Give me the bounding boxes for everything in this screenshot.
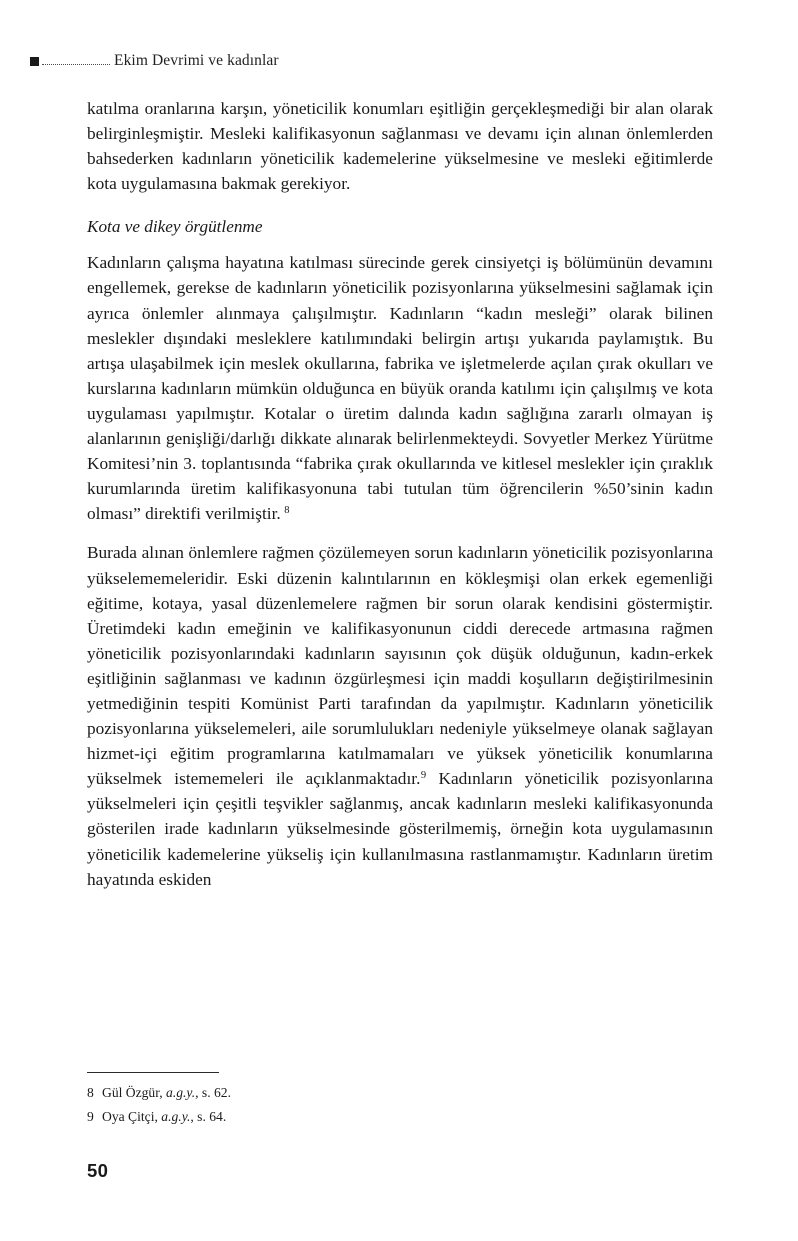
- footnote-locator: , s. 64.: [190, 1109, 227, 1124]
- footnote-author: Gül Özgür,: [102, 1085, 163, 1100]
- footnote-marker-8[interactable]: 8: [284, 504, 290, 516]
- black-square-bullet-icon: [30, 57, 39, 66]
- page-number: 50: [87, 1160, 109, 1181]
- running-header-title: Ekim Devrimi ve kadınlar: [114, 52, 279, 70]
- footnote-author: Oya Çitçi,: [102, 1109, 158, 1124]
- body-paragraph-1: katılma oranlarına karşın, yöneticilik konumları eşitliğin gerçekleşmediği bir alan olarak belirginleşmiştir. Mesleki kalifikasyonun sağlanması ve devamı için alınan önlemlerden bahsederken kadınların yöneticilik kademelerine yükselmesine ve mesleki eğitimlerde kota uygulamasına bakmak gerekiyor.: [87, 99, 713, 194]
- running-header: [30, 50, 730, 72]
- body-paragraph-3-text-part2: Kadınların yöneticilik pozisyonlarına yükselmeleri için çeşitli teşvikler sağlanmış, ancak kadınların mesleki kalifikasyonunda gösterilen irade kadınların yükselmesinde gösterilmemiş, örneğin kota uygulamasının yöneticilik kademelerine yükseliş için kullanılmasına rastlanmamıştır. Kadınların üretim hayatında eskiden: [87, 769, 713, 889]
- footnote-separator-rule: [87, 1072, 219, 1073]
- footnote-reference: a.g.y.: [161, 1109, 191, 1124]
- footnote-number: 8: [87, 1085, 94, 1100]
- body-paragraph-2-text: Kadınların çalışma hayatına katılması sürecinde gerek cinsiyetçi iş bölümünün devamını engellemek, gerekse de kadınların yöneticilik pozisyonlarına yükselmesini sağlamak için ayrıca önlemler alınmaya çalışılmıştır. Kadınların “kadın mesleği” olarak bilinen meslekler dışındaki mesleklere katılımındaki belirgin artışı yukarıda paylamıştık. Bu artışa ulaşabilmek için meslek okullarına, fabrika ve işletmelerde açılan çırak okulları ve kurslarına kadınların mümkün olduğunca en büyük oranda katılımı için çalışılmış ve kota uygulaması yapılmıştır. Kotalar o üretim dalında kadın sağlığına zararlı olmayan iş alanlarının genişliği/darlığı dikkate alınarak belirlenmekteydi. Sovyetler Merkez Yürütme Komitesi’nin 3. toplantısında “fabrika çırak okullarında ve kitlesel meslekler için çıraklık kurumlarında üretim kalifikasyonuna tabi tutulan tüm öğrencilerin %50’sinin kadın olması” direktifi verilmiştir.: [87, 253, 713, 524]
- footnotes-block: [87, 1072, 713, 1129]
- footnote-marker-9[interactable]: 9: [420, 769, 427, 781]
- text-column: [87, 96, 713, 892]
- section-subheading: Kota ve dikey örgütlenme: [87, 217, 263, 237]
- body-paragraph-3: [87, 540, 713, 891]
- footnote-number: 9: [87, 1109, 94, 1124]
- footnote-item-9: [87, 1105, 713, 1129]
- body-paragraph-2: [87, 250, 713, 526]
- body-paragraph-3-text-part1: Burada alınan önlemlere rağmen çözülemeyen sorun kadınların yöneticilik pozisyonlarına yükselememeleridir. Eski düzenin kalıntılarının en kökleşmişi olan erkek egemenliği eğitime, kotaya, yasal düzenlemelere rağmen bir sorun olarak kendisini göstermiştir. Üretimdeki kadın emeğinin ve kalifikasyonunun ciddi derecede artmasına rağmen yöneticilik pozisyonlarındaki kadınların sayısının çok düşük olduğunun, kadın-erkek eşitliğinin sağlanması ve kadının özgürleşmesi için maddi koşulların değiştirilmesinin yetmediğinin tespiti Komünist Parti tarafından da yapılmıştır. Kadınların yöneticilik pozisyonlarına yükselemeleri, aile sorumlulukları nedeniyle yükselmeye olanak sağlayan hizmet-içi eğitim programlarına katılmamaları ve yüksek yöneticilik konumlarına yükselmek istememeleri ile açıklanmaktadır.: [87, 543, 713, 789]
- footnote-reference: a.g.y.: [166, 1085, 196, 1100]
- footnote-locator: , s. 62.: [195, 1085, 231, 1100]
- footnote-item-8: [87, 1081, 713, 1105]
- dotted-leader-icon: [42, 55, 110, 65]
